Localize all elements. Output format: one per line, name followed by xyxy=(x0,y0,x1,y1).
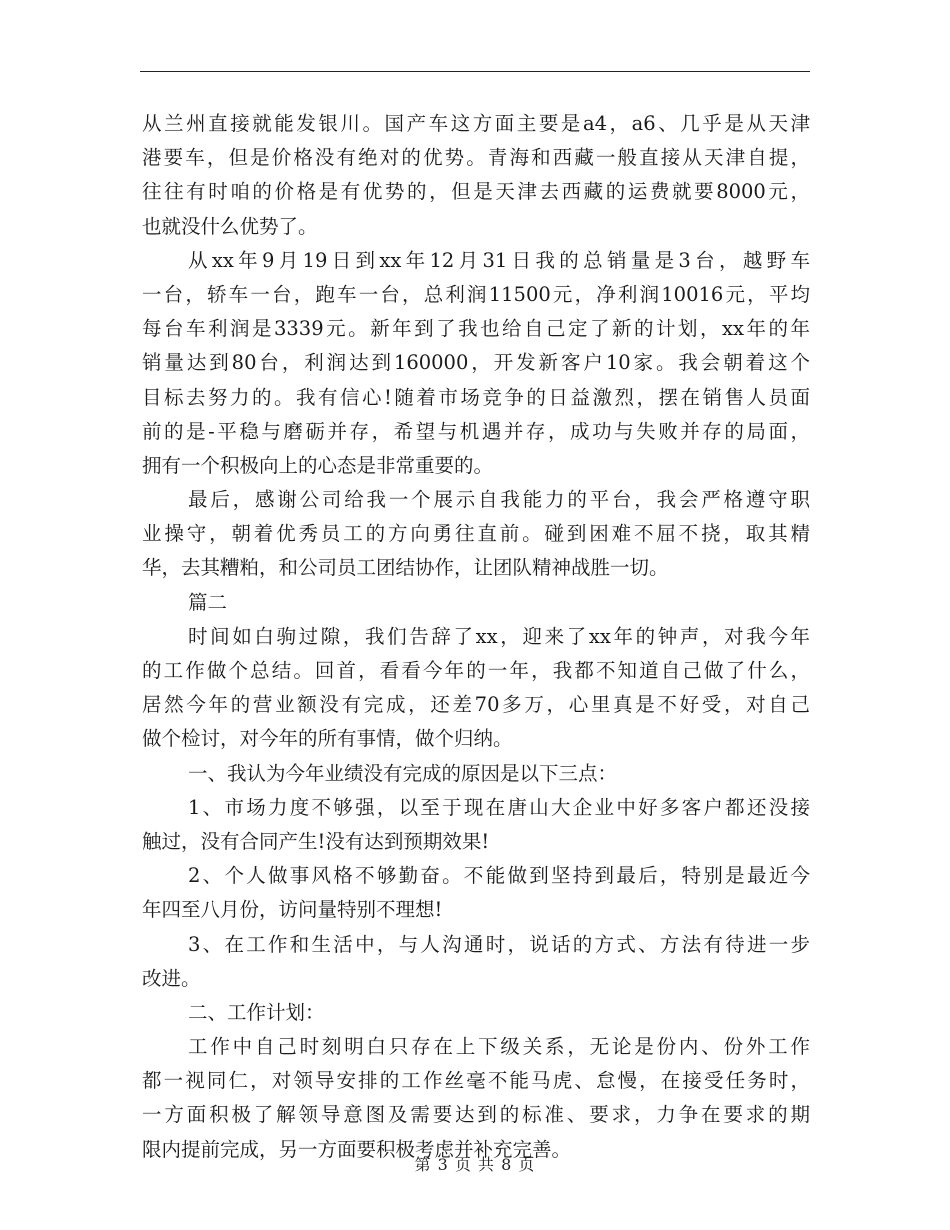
header-rule xyxy=(140,71,810,72)
text-line: 销量达到80台，利润达到160000，开发新客户10家。我会朝着这个 xyxy=(142,351,810,375)
text-line: 一方面积极了解领导意图及需要达到的标准、要求，力争在要求的期 xyxy=(142,1103,810,1127)
text-line: 一、我认为今年业绩没有完成的原因是以下三点： xyxy=(188,761,618,785)
text-line: 二、工作计划： xyxy=(188,1000,325,1024)
text-line: 从兰州直接就能发银川。国产车这方面主要是a4，a6、几乎是从天津 xyxy=(142,112,810,135)
text-line: 的工作做个总结。回首，看看今年的一年，我都不知道自己做了什么， xyxy=(142,659,810,682)
text-line: 往往有时咱的价格是有优势的，但是天津去西藏的运费就要8000元， xyxy=(142,180,810,204)
text-line: 也就没什么优势了。 xyxy=(142,214,318,238)
text-line: 前的是-平稳与磨砺并存，希望与机遇并存，成功与失败并存的局面， xyxy=(142,419,810,443)
text-line: 业操守，朝着优秀员工的方向勇往直前。碰到困难不屈不挠，取其精 xyxy=(142,522,810,546)
text-line: 触过，没有合同产生!没有达到预期效果! xyxy=(142,829,490,853)
text-line: 一台，轿车一台，跑车一台，总利润11500元，净利润10016元，平均 xyxy=(142,282,810,306)
section-heading: 篇二 xyxy=(188,590,228,614)
text-line: 时间如白驹过隙，我们告辞了xx，迎来了xx年的钟声，对我今年 xyxy=(188,624,810,648)
text-line: 都一视同仁，对领导安排的工作丝毫不能马虎、怠慢，在接受任务时， xyxy=(142,1069,810,1093)
text-line: 1、市场力度不够强，以至于现在唐山大企业中好多客户都还没接 xyxy=(188,795,810,819)
text-line: 每台车利润是3339元。新年到了我也给自己定了新的计划，xx年的年 xyxy=(142,317,810,341)
text-line: 2、个人做事风格不够勤奋。不能做到坚持到最后，特别是最近今 xyxy=(188,864,810,888)
text-line: 拥有一个积极向上的心态是非常重要的。 xyxy=(142,453,494,477)
text-line: 最后，感谢公司给我一个展示自我能力的平台，我会严格遵守职 xyxy=(188,488,810,512)
text-line: 工作中自己时刻明白只存在上下级关系，无论是份内、份外工作 xyxy=(188,1035,810,1059)
text-line: 华，去其糟粕，和公司员工团结协作，让团队精神战胜一切。 xyxy=(142,556,669,580)
text-line: 从xx年9月19日到xx年12月31日我的总销量是3台，越野车 xyxy=(188,248,810,272)
text-line: 限内提前完成，另一方面要积极考虑并补充完善。 xyxy=(142,1137,572,1161)
text-line: 改进。 xyxy=(142,966,201,990)
text-line: 3、在工作和生活中，与人沟通时，说话的方式、方法有待进一步 xyxy=(188,932,810,956)
text-line: 居然今年的营业额没有完成，还差70多万，心里真是不好受，对自己 xyxy=(142,693,810,717)
text-line: 年四至八月份，访问量特别不理想! xyxy=(142,898,443,922)
text-line: 目标去努力的。我有信心!随着市场竞争的日益激烈，摆在销售人员面 xyxy=(142,385,810,409)
text-line: 港要车，但是价格没有绝对的优势。青海和西藏一般直接从天津自提， xyxy=(142,146,810,170)
body-text xyxy=(142,107,810,1167)
page-footer: 第 3 页 共 8 页 xyxy=(414,1155,536,1174)
text-line: 做个检讨，对今年的所有事情，做个归纳。 xyxy=(142,727,513,751)
